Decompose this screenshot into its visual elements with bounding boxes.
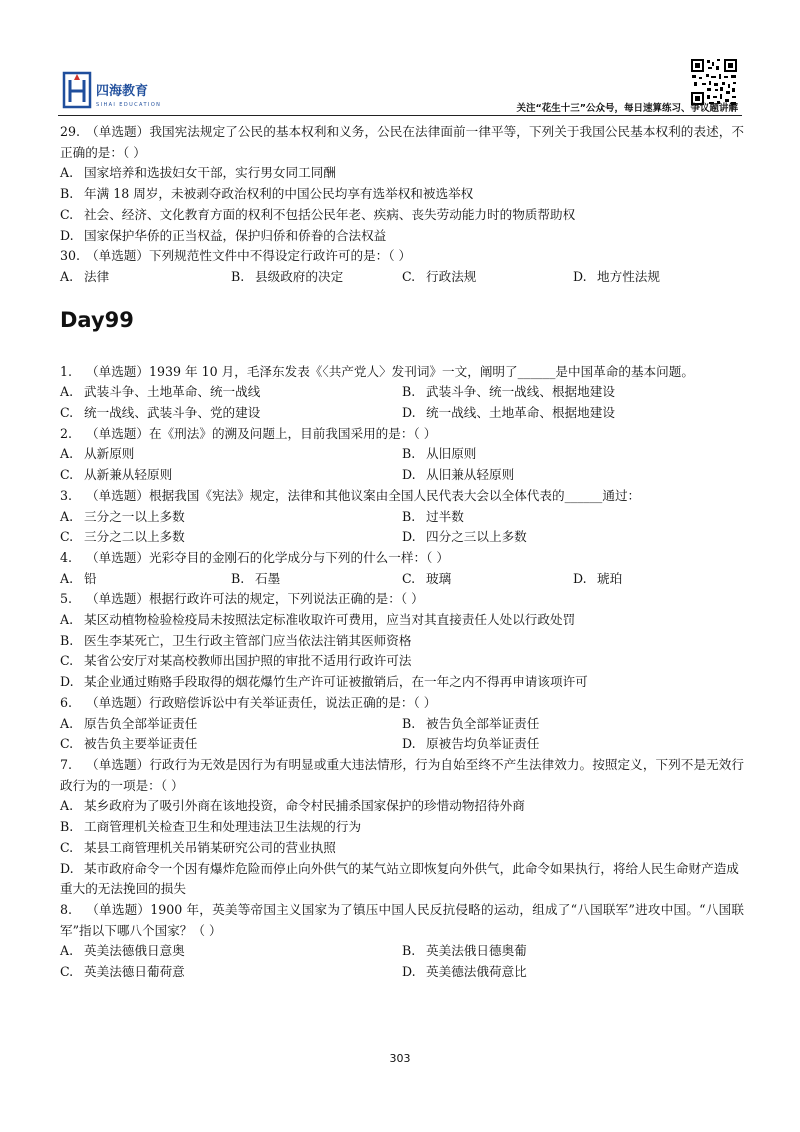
- options-row: [60, 527, 744, 548]
- question-number: 2.: [60, 425, 73, 441]
- option-text: 英美德法俄荷意比: [426, 964, 527, 980]
- answer-option: [573, 267, 744, 288]
- question-stem: [60, 693, 744, 714]
- option-label: A.: [60, 165, 74, 181]
- answer-option: [60, 838, 744, 859]
- option-text: 三分之二以上多数: [84, 529, 185, 545]
- option-label: B.: [402, 446, 416, 462]
- question-number: 29.: [60, 124, 81, 139]
- answer-option: [60, 403, 402, 424]
- option-label: A.: [60, 943, 74, 959]
- option-text: 英美法德俄日意奥: [84, 943, 185, 959]
- option-label: A.: [60, 446, 74, 462]
- answer-option: [402, 507, 744, 528]
- option-label: A.: [60, 798, 74, 814]
- page-number: 303: [389, 1052, 411, 1065]
- option-label: D.: [573, 268, 587, 284]
- option-label: B.: [60, 632, 74, 648]
- option-text: 法律: [84, 268, 110, 284]
- option-label: C.: [60, 206, 74, 222]
- question-item: [60, 589, 744, 693]
- answer-option: [231, 267, 402, 288]
- question-item: [60, 693, 744, 755]
- answer-option: [60, 226, 744, 247]
- answer-option: [60, 817, 744, 838]
- option-label: C.: [60, 736, 74, 752]
- options-row: [60, 465, 744, 486]
- question-stem: [60, 900, 744, 941]
- logo-subtext: SIHAI EDUCATION: [96, 102, 162, 108]
- answer-option: [402, 465, 744, 486]
- option-label: C.: [60, 467, 74, 483]
- qr-code: [690, 58, 738, 106]
- previous-day-questions: [60, 122, 744, 288]
- option-label: B.: [231, 570, 245, 586]
- option-label: B.: [231, 268, 245, 284]
- option-text: 英美法德日葡荷意: [84, 964, 185, 980]
- option-label: D.: [573, 570, 587, 586]
- option-text: 玻璃: [426, 570, 452, 586]
- question-number: 4.: [60, 549, 73, 565]
- question-stem: [60, 486, 744, 507]
- answer-option: [402, 527, 744, 548]
- question-text: （单选题）根据行政许可法的规定，下列说法正确的是：（ ）: [86, 591, 424, 607]
- option-text: 社会、经济、文化教育方面的权利不包括公民年老、疾病、丧失劳动能力时的物质帮助权: [84, 206, 576, 222]
- answer-option: [60, 507, 402, 528]
- option-text: 从新原则: [84, 446, 135, 462]
- option-label: C.: [402, 570, 416, 586]
- option-label: D.: [402, 964, 416, 980]
- answer-option: [60, 714, 402, 735]
- option-label: C.: [60, 964, 74, 980]
- option-text: 某区动植物检验检疫局未按照法定标准收取许可费用，应当对其直接责任人处以行政处罚: [84, 612, 576, 628]
- options-row: [60, 444, 744, 465]
- answer-option: [60, 444, 402, 465]
- question-text: （单选题）行政赔偿诉讼中有关举证责任，说法正确的是：（ ）: [86, 694, 437, 710]
- question-item: [60, 362, 744, 424]
- option-text: 琥珀: [597, 570, 623, 586]
- option-text: 某省公安厅对某高校教师出国护照的审批不适用行政许可法: [84, 653, 412, 669]
- option-text: 从新兼从轻原则: [84, 467, 173, 483]
- option-text: 原被告均负举证责任: [426, 736, 540, 752]
- question-text: （单选题）我国宪法规定了公民的基本权利和义务，公民在法律面前一律平等，下列关于我国公民基本权利的表述，不正确的是：（ ）: [60, 124, 744, 160]
- options-row: [60, 941, 744, 962]
- question-item: [60, 755, 744, 900]
- question-stem: [60, 362, 744, 383]
- question-stem: [60, 548, 744, 569]
- answer-option: [402, 444, 744, 465]
- answer-option: [60, 796, 744, 817]
- question-text: （单选题）1900 年，英美等帝国主义国家为了镇压中国人民反抗侵略的运动，组成了“八国联军”进攻中国。“八国联军”指以下哪八个国家？（ ）: [60, 901, 744, 938]
- question-number: 5.: [60, 591, 73, 607]
- option-text: 铅: [84, 570, 97, 586]
- question-item: [60, 246, 744, 287]
- question-stem: [60, 589, 744, 610]
- answer-option: [60, 184, 744, 205]
- answer-option: [60, 859, 744, 900]
- answer-option: [402, 382, 744, 403]
- option-text: 武装斗争、统一战线、根据地建设: [426, 384, 615, 400]
- option-label: D.: [402, 467, 416, 483]
- question-number: 30.: [60, 248, 81, 264]
- answer-option: [402, 403, 744, 424]
- question-item: [60, 548, 744, 589]
- option-label: D.: [402, 529, 416, 545]
- option-label: A.: [60, 570, 74, 586]
- answer-option: [60, 734, 402, 755]
- question-number: 8.: [60, 901, 73, 917]
- option-label: D.: [402, 736, 416, 752]
- question-stem: [60, 122, 744, 163]
- answer-option: [60, 672, 744, 693]
- answer-option: [402, 714, 744, 735]
- logo-text: 四海教育: [96, 84, 149, 99]
- option-label: C.: [60, 529, 74, 545]
- option-text: 被告负全部举证责任: [426, 715, 540, 731]
- question-text: （单选题）光彩夺目的金刚石的化学成分与下列的什么一样：（ ）: [86, 549, 449, 565]
- options-row: [60, 267, 744, 288]
- logo: [62, 70, 172, 112]
- option-label: A.: [60, 384, 74, 400]
- option-label: B.: [402, 508, 416, 524]
- option-text: 某乡政府为了吸引外商在该地投资，命令村民捕杀国家保护的珍惜动物招待外商: [84, 798, 525, 814]
- answer-option: [60, 569, 231, 590]
- options-row: [60, 382, 744, 403]
- answer-option: [60, 610, 744, 631]
- answer-option: [60, 527, 402, 548]
- question-item: [60, 122, 744, 246]
- question-stem: [60, 246, 744, 267]
- option-label: A.: [60, 612, 74, 628]
- option-text: 从旧兼从轻原则: [426, 467, 515, 483]
- option-text: 某县工商管理机关吊销某研究公司的营业执照: [84, 839, 336, 855]
- header-slogan: 关注“花生十三”公众号，每日速算练习、争议题讲解: [516, 103, 738, 114]
- answer-option: [60, 941, 402, 962]
- option-text: 某市政府命令一个因有爆炸危险而停止向外供气的某气站立即恢复向外供气，此命令如果执行，将给人民生命财产造成重大的无法挽回的损失: [60, 860, 739, 897]
- answer-option: [231, 569, 402, 590]
- answer-option: [60, 205, 744, 226]
- option-text: 四分之三以上多数: [426, 529, 527, 545]
- option-label: B.: [60, 819, 74, 835]
- answer-option: [402, 962, 744, 983]
- option-text: 石墨: [255, 570, 281, 586]
- option-text: 武装斗争、土地革命、统一战线: [84, 384, 261, 400]
- question-text: （单选题）在《刑法》的溯及问题上，目前我国采用的是：（ ）: [86, 425, 437, 441]
- option-label: B.: [402, 715, 416, 731]
- options-row: [60, 962, 744, 983]
- answer-option: [60, 962, 402, 983]
- answer-option: [402, 267, 573, 288]
- question-text: （单选题）根据我国《宪法》规定，法律和其他议案由全国人民代表大会以全体代表的______通过：: [86, 487, 641, 503]
- question-text: （单选题）下列规范性文件中不得设定行政许可的是：（ ）: [86, 248, 412, 264]
- options-row: [60, 569, 744, 590]
- options-row: [60, 714, 744, 735]
- question-text: （单选题）1939 年 10 月，毛泽东发表《〈共产党人〉发刊词》一文，阐明了______是中国革命的基本问题。: [86, 363, 694, 379]
- option-label: D.: [60, 860, 74, 876]
- option-text: 工商管理机关检查卫生和处理违法卫生法规的行为: [84, 819, 362, 835]
- options-row: [60, 734, 744, 755]
- option-text: 统一战线、土地革命、根据地建设: [426, 405, 615, 421]
- question-number: 3.: [60, 487, 73, 503]
- answer-option: [60, 267, 231, 288]
- question-number: 7.: [60, 756, 73, 772]
- option-text: 三分之一以上多数: [84, 508, 185, 524]
- question-item: [60, 900, 744, 983]
- option-label: C.: [60, 653, 74, 669]
- option-label: C.: [60, 405, 74, 421]
- question-number: 1.: [60, 363, 73, 379]
- option-text: 年满 18 周岁，未被剥夺政治权利的中国公民均享有选举权和被选举权: [84, 186, 474, 202]
- option-text: 被告负主要举证责任: [84, 736, 198, 752]
- option-label: A.: [60, 508, 74, 524]
- question-number: 6.: [60, 694, 73, 710]
- option-text: 过半数: [426, 508, 464, 524]
- option-label: B.: [60, 186, 74, 202]
- answer-option: [60, 651, 744, 672]
- option-text: 行政法规: [426, 268, 477, 284]
- answer-option: [60, 163, 744, 184]
- answer-option: [402, 569, 573, 590]
- options-row: [60, 403, 744, 424]
- options-row: [60, 507, 744, 528]
- option-text: 原告负全部举证责任: [84, 715, 198, 731]
- option-label: A.: [60, 715, 74, 731]
- option-text: 英美法俄日德奥葡: [426, 943, 527, 959]
- question-item: [60, 486, 744, 548]
- option-text: 医生李某死亡，卫生行政主管部门应当依法注销其医师资格: [84, 632, 412, 648]
- option-label: B.: [402, 384, 416, 400]
- question-list: [60, 362, 744, 983]
- question-stem: [60, 755, 744, 796]
- answer-option: [60, 465, 402, 486]
- option-text: 地方性法规: [597, 268, 660, 284]
- option-text: 统一战线、武装斗争、党的建设: [84, 405, 261, 421]
- option-label: C.: [402, 268, 416, 284]
- question-text: （单选题）行政行为无效是因行为有明显或重大违法情形，行为自始至终不产生法律效力。按照定义，下列不是无效行政行为的一项是：（ ）: [60, 756, 744, 793]
- option-text: 国家培养和选拔妇女干部，实行男女同工同酬: [84, 165, 336, 181]
- question-stem: [60, 424, 744, 445]
- answer-option: [402, 941, 744, 962]
- answer-option: [402, 734, 744, 755]
- option-text: 县级政府的决定: [255, 268, 344, 284]
- question-item: [60, 424, 744, 486]
- logo-mark: [62, 70, 172, 112]
- option-label: D.: [60, 674, 74, 690]
- answer-option: [60, 631, 744, 652]
- option-label: A.: [60, 268, 74, 284]
- option-text: 某企业通过贿赂手段取得的烟花爆竹生产许可证被撤销后，在一年之内不得再申请该项许可: [84, 674, 588, 690]
- option-label: D.: [60, 227, 74, 243]
- page-content: [60, 122, 744, 983]
- option-text: 国家保护华侨的正当权益，保护归侨和侨眷的合法权益: [84, 227, 387, 243]
- option-label: D.: [402, 405, 416, 421]
- option-label: B.: [402, 943, 416, 959]
- answer-option: [60, 382, 402, 403]
- day-title: Day99: [60, 307, 134, 332]
- qr-code-image: [690, 58, 738, 106]
- option-text: 从旧原则: [426, 446, 477, 462]
- option-label: C.: [60, 839, 74, 855]
- header-divider: [58, 115, 742, 116]
- answer-option: [573, 569, 744, 590]
